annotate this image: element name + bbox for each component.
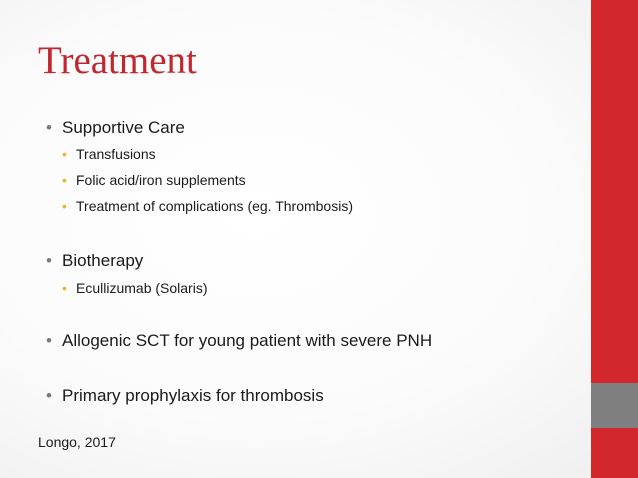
bullet-dot-icon: •: [46, 386, 52, 405]
sub-bullet-dot-icon: •: [62, 146, 67, 162]
bullet-item-supportive-care: [46, 118, 185, 138]
slide-title: Treatment: [38, 39, 197, 82]
sub-bullet-dot-icon: •: [62, 198, 67, 214]
bullet-text: Supportive Care: [62, 118, 185, 137]
bullet-dot-icon: •: [46, 251, 52, 270]
sub-bullet-item-complications: [62, 197, 353, 215]
sub-bullet-text: Folic acid/iron supplements: [76, 172, 246, 188]
accent-side-band: [591, 0, 638, 478]
bullet-item-prophylaxis: [46, 386, 324, 406]
bullet-text: Allogenic SCT for young patient with severe PNH: [62, 331, 433, 350]
bullet-text: Biotherapy: [62, 251, 144, 270]
bullet-item-biotherapy: [46, 251, 143, 271]
sub-bullet-item-folic-acid: [62, 171, 246, 189]
sub-bullet-text: Transfusions: [76, 146, 156, 162]
sub-bullet-item-ecullizumab: [62, 279, 207, 297]
accent-gray-block: [591, 383, 638, 428]
bullet-dot-icon: •: [46, 118, 52, 137]
sub-bullet-text: Ecullizumab (Solaris): [76, 280, 208, 296]
bullet-text: Primary prophylaxis for thrombosis: [62, 386, 324, 405]
citation: Longo, 2017: [38, 434, 116, 450]
bullet-item-allogenic-sct: [46, 331, 432, 351]
bullet-dot-icon: •: [46, 331, 52, 350]
sub-bullet-dot-icon: •: [62, 280, 67, 296]
sub-bullet-dot-icon: •: [62, 172, 67, 188]
sub-bullet-text: Treatment of complications (eg. Thrombosis): [76, 198, 353, 214]
sub-bullet-item-transfusions: [62, 145, 156, 163]
